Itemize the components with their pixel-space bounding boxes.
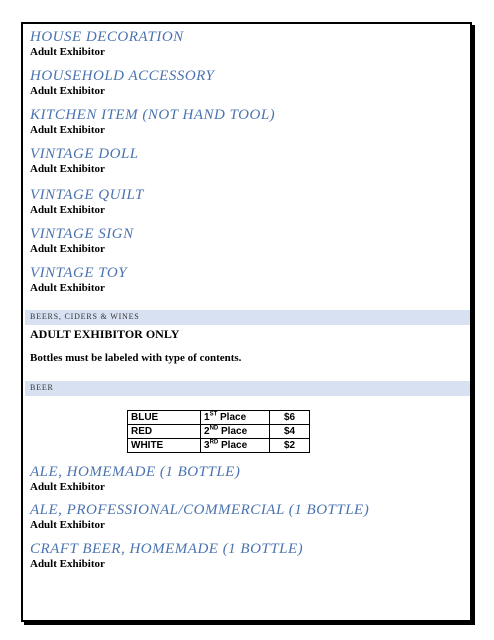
entry-kitchen-item <box>30 107 275 137</box>
document-page <box>21 22 472 622</box>
place-cell <box>201 439 270 453</box>
adult-only-notice: ADULT EXHIBITOR ONLY <box>30 327 180 341</box>
subsection-band <box>25 381 470 396</box>
entry-title: ALE, HOMEMADE (1 BOTTLE) <box>30 464 241 480</box>
entry-subtitle: Adult Exhibitor <box>30 46 105 58</box>
amount-cell: $4 <box>270 425 310 439</box>
entry-subtitle: Adult Exhibitor <box>30 481 105 493</box>
table-row <box>128 411 310 425</box>
entry-vintage-doll <box>30 146 139 176</box>
amount-cell: $6 <box>270 411 310 425</box>
place-word: Place <box>220 412 247 423</box>
place-word: Place <box>221 440 248 451</box>
subsection-label: BEER <box>30 383 54 392</box>
entry-title: HOUSEHOLD ACCESSORY <box>30 68 215 84</box>
entry-title: VINTAGE QUILT <box>30 187 144 203</box>
ribbon-cell: BLUE <box>128 411 201 425</box>
entry-title: VINTAGE TOY <box>30 265 128 281</box>
place-word: Place <box>221 426 248 437</box>
section-label: BEERS, CIDERS & WINES <box>30 312 140 321</box>
entry-vintage-sign <box>30 226 134 256</box>
table-row <box>128 425 310 439</box>
place-number: 3 <box>204 440 210 451</box>
entry-title: VINTAGE DOLL <box>30 146 139 162</box>
entry-subtitle: Adult Exhibitor <box>30 243 105 255</box>
place-ordinal: ST <box>209 411 218 418</box>
entry-subtitle: Adult Exhibitor <box>30 519 105 531</box>
entry-ale-professional <box>30 502 369 532</box>
place-number: 1 <box>204 412 210 423</box>
prize-table <box>127 410 310 453</box>
place-ordinal: ND <box>209 425 219 432</box>
entry-subtitle: Adult Exhibitor <box>30 204 105 216</box>
entry-craft-beer-homemade <box>30 541 303 571</box>
entry-house-decoration <box>30 29 184 59</box>
entry-subtitle: Adult Exhibitor <box>30 124 105 136</box>
entry-vintage-toy <box>30 265 127 295</box>
place-cell <box>201 411 270 425</box>
entry-title: CRAFT BEER, HOMEMADE (1 BOTTLE) <box>30 541 304 557</box>
entry-title: HOUSE DECORATION <box>30 29 184 45</box>
ribbon-cell: WHITE <box>128 439 201 453</box>
labeling-note: Bottles must be labeled with type of contents. <box>30 352 242 364</box>
entry-subtitle: Adult Exhibitor <box>30 282 105 294</box>
place-ordinal: RD <box>209 439 219 446</box>
entry-subtitle: Adult Exhibitor <box>30 85 105 97</box>
place-cell <box>201 425 270 439</box>
entry-subtitle: Adult Exhibitor <box>30 558 105 570</box>
entry-title: KITCHEN ITEM (NOT HAND TOOL) <box>30 107 276 123</box>
entry-ale-homemade <box>30 464 240 494</box>
ribbon-cell: RED <box>128 425 201 439</box>
entry-subtitle: Adult Exhibitor <box>30 163 105 175</box>
entry-household-accessory <box>30 68 214 98</box>
entry-title: VINTAGE SIGN <box>30 226 134 242</box>
table-row <box>128 439 310 453</box>
entry-vintage-quilt <box>30 187 144 217</box>
section-band <box>25 310 470 325</box>
entry-title: ALE, PROFESSIONAL/COMMERCIAL (1 BOTTLE) <box>30 502 370 518</box>
amount-cell: $2 <box>270 439 310 453</box>
place-number: 2 <box>204 426 210 437</box>
